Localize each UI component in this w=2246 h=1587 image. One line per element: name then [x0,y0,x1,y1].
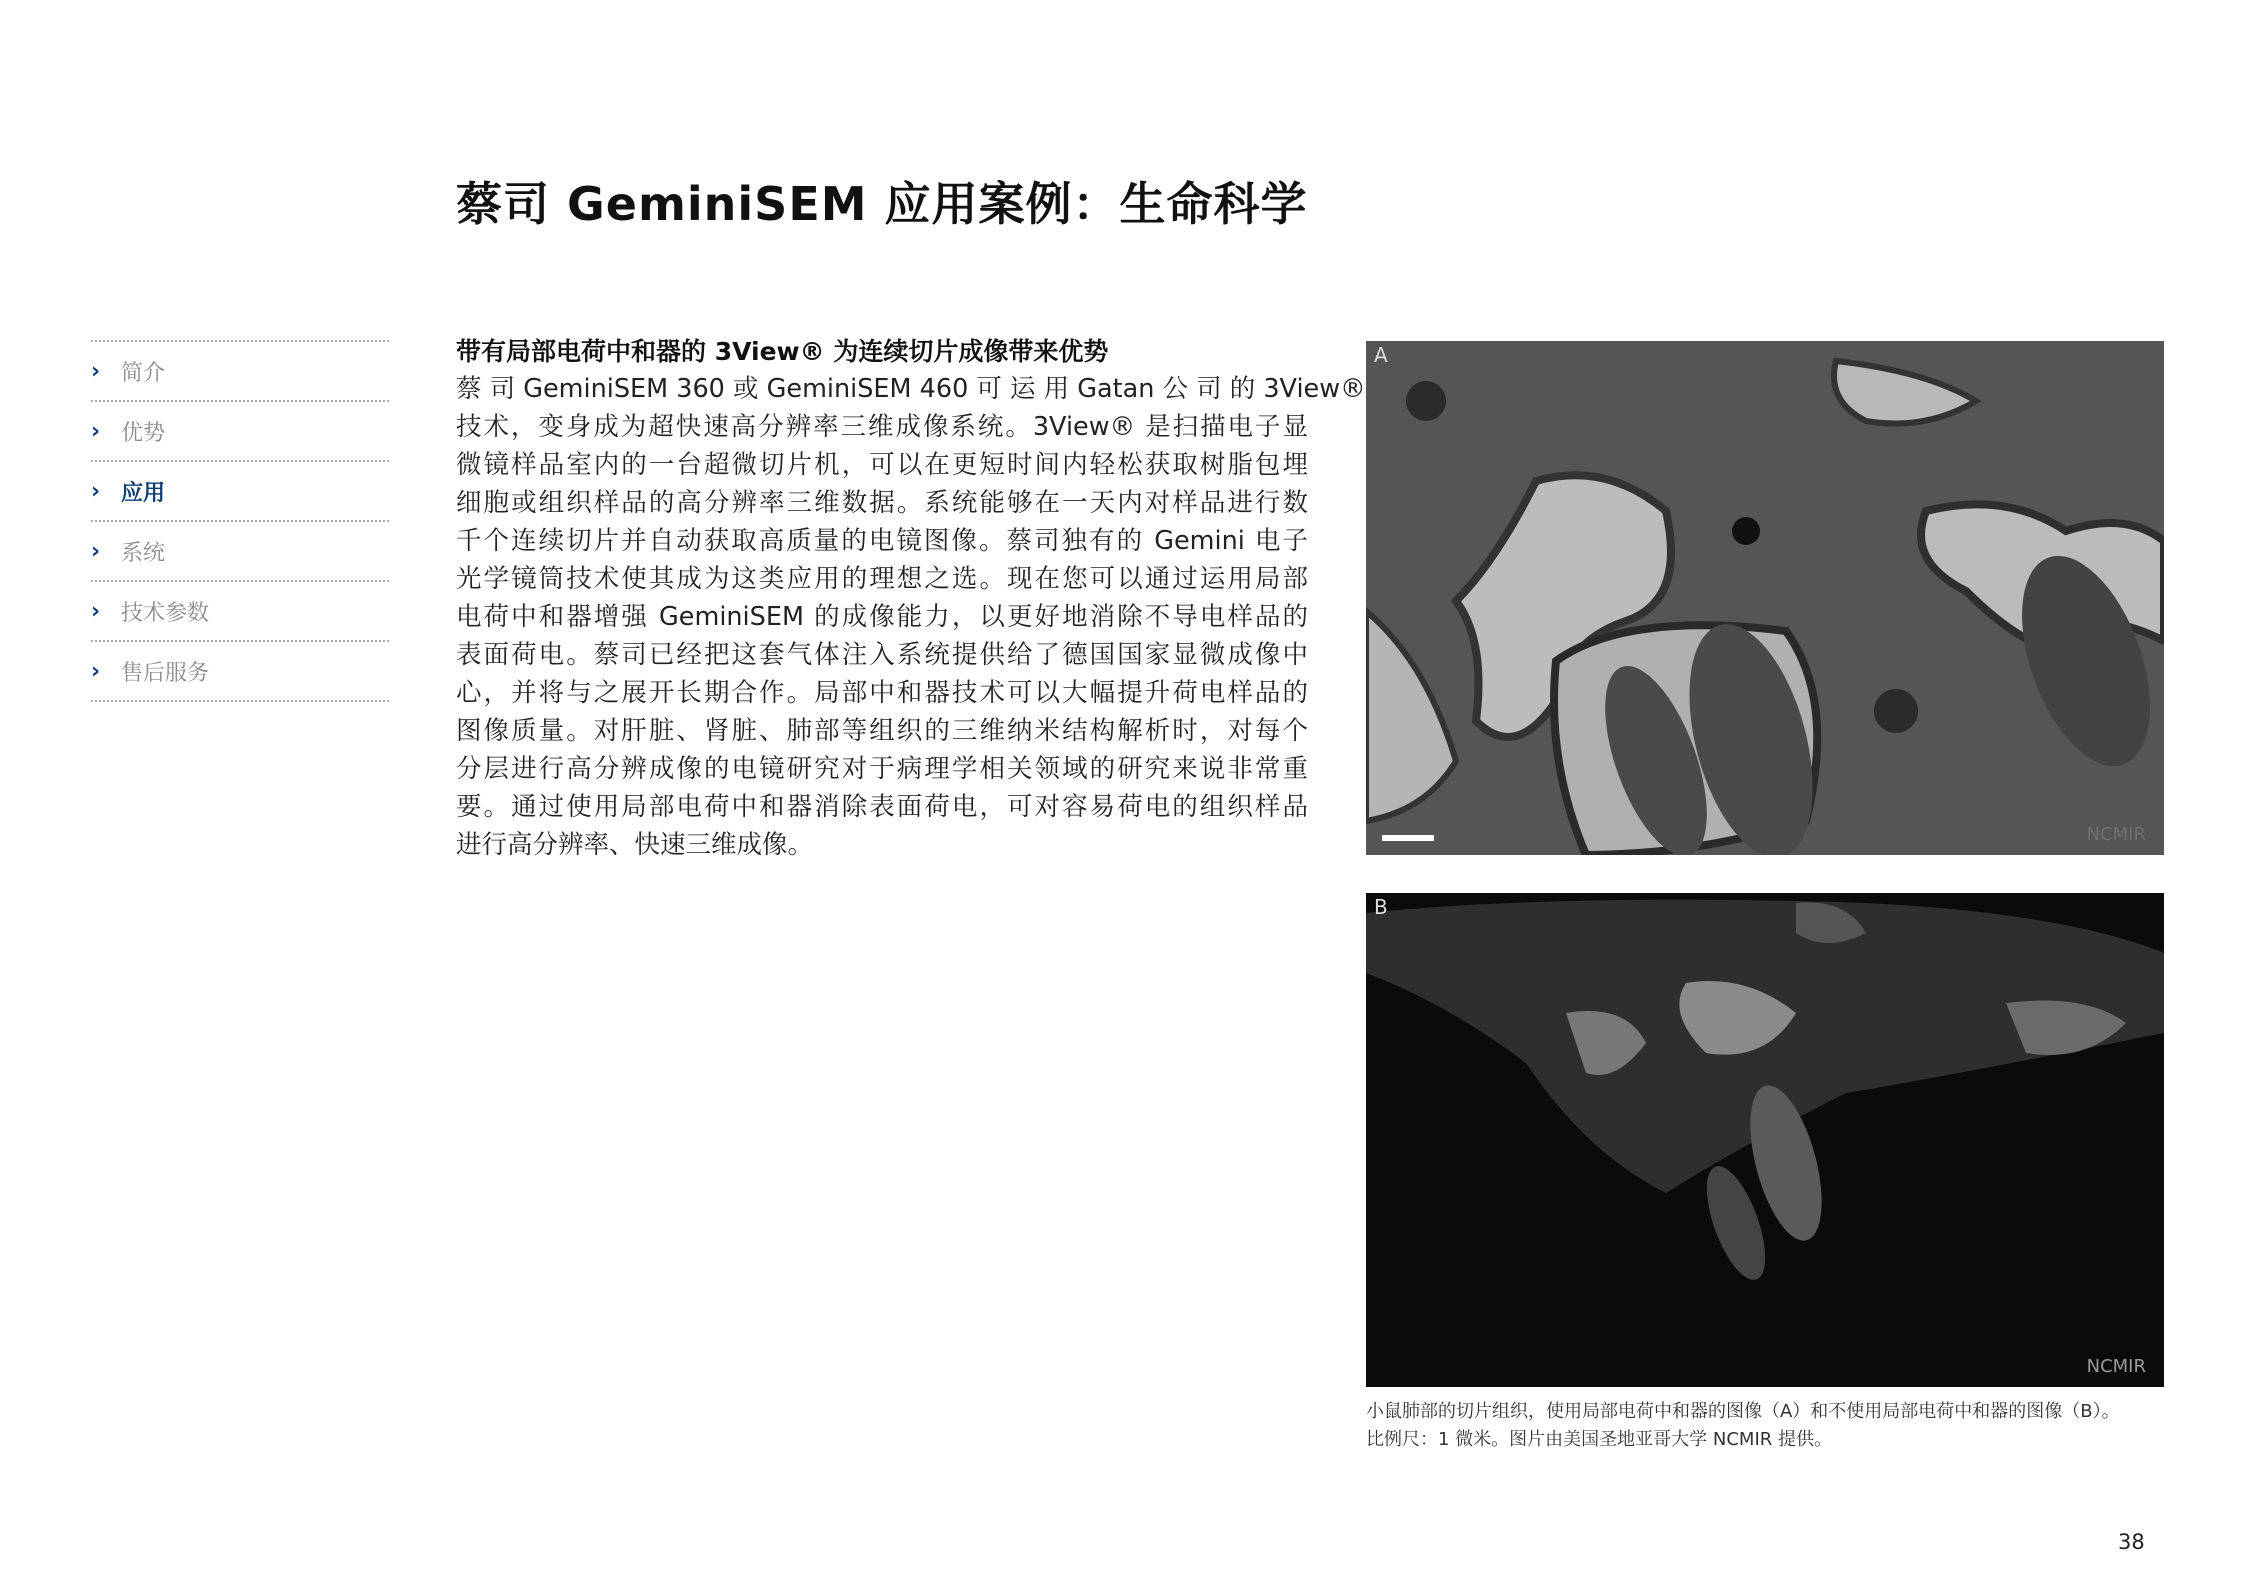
nav-item-label: 简介 [121,360,166,386]
nav-item-specs[interactable] [91,580,389,640]
nav-item-system[interactable] [91,520,389,580]
body-line: 光学镜筒技术使其成为这类应用的理想之选。现在您可以通过运用局部 [456,564,1308,594]
body-line: 进行高分辨率、快速三维成像。 [456,830,814,860]
figure-label-a: A [1374,343,1388,367]
page-number: 38 [2118,1530,2145,1554]
chevron-right-icon: › [91,418,101,444]
body-line: 要。通过使用局部电荷中和器消除表面荷电，可对容易荷电的组织样品 [456,792,1308,822]
figure-label-b: B [1374,895,1388,919]
body-line: 图像质量。对肝脏、肾脏、肺部等组织的三维纳米结构解析时，对每个 [456,716,1308,746]
body-line: 心，并将与之展开长期合作。局部中和器技术可以大幅提升荷电样品的 [456,678,1308,708]
scale-bar [1382,835,1434,841]
chevron-right-icon: › [91,358,101,384]
chevron-right-icon: › [91,538,101,564]
image-credit: NCMIR [2086,1356,2146,1377]
nav-item-label: 优势 [121,420,166,446]
nav-item-label: 技术参数 [121,600,210,626]
sem-micrograph-a [1366,341,2164,855]
body-line: 千个连续切片并自动获取高质量的电镜图像。蔡司独有的 Gemini 电子 [456,526,1308,556]
section-nav [91,340,389,702]
body-line: 电荷中和器增强 GeminiSEM 的成像能力，以更好地消除不导电样品的 [456,602,1308,632]
body-line: 蔡 司 GeminiSEM 360 或 GeminiSEM 460 可 运 用 Gatan 公 司 的 3View® [456,374,1366,404]
caption-line: 小鼠肺部的切片组织，使用局部电荷中和器的图像（A）和不使用局部电荷中和器的图像（B）。 [1366,1401,2120,1422]
nav-item-applications[interactable] [91,460,389,520]
body-line: 细胞或组织样品的高分辨率三维数据。系统能够在一天内对样品进行数 [456,488,1308,518]
image-credit: NCMIR [2086,824,2146,845]
page-title: 蔡司 GeminiSEM 应用案例：生命科学 [456,177,1308,231]
body-text [456,370,1366,864]
sem-image-a [1366,341,2164,855]
nav-item-label: 应用 [121,480,166,506]
nav-item-intro[interactable] [91,340,389,400]
chevron-right-icon: › [91,598,101,624]
chevron-right-icon: › [91,658,101,684]
nav-item-label: 售后服务 [121,660,210,686]
chevron-right-icon: › [91,478,101,504]
body-line: 表面荷电。蔡司已经把这套气体注入系统提供给了德国国家显微成像中 [456,640,1308,670]
nav-item-label: 系统 [121,540,166,566]
body-line: 技术，变身成为超快速高分辨率三维成像系统。3View® 是扫描电子显 [456,412,1308,442]
caption-line: 比例尺：1 微米。图片由美国圣地亚哥大学 NCMIR 提供。 [1366,1429,1832,1450]
sem-image-b [1366,893,2164,1387]
nav-item-service[interactable] [91,640,389,702]
body-line: 微镜样品室内的一台超微切片机，可以在更短时间内轻松获取树脂包埋 [456,450,1308,480]
sem-micrograph-b [1366,893,2164,1387]
nav-item-advantages[interactable] [91,400,389,460]
section-heading: 带有局部电荷中和器的 3View® 为连续切片成像带来优势 [456,337,1109,366]
body-line: 分层进行高分辨成像的电镜研究对于病理学相关领域的研究来说非常重 [456,754,1308,784]
figure-caption [1366,1398,2120,1454]
